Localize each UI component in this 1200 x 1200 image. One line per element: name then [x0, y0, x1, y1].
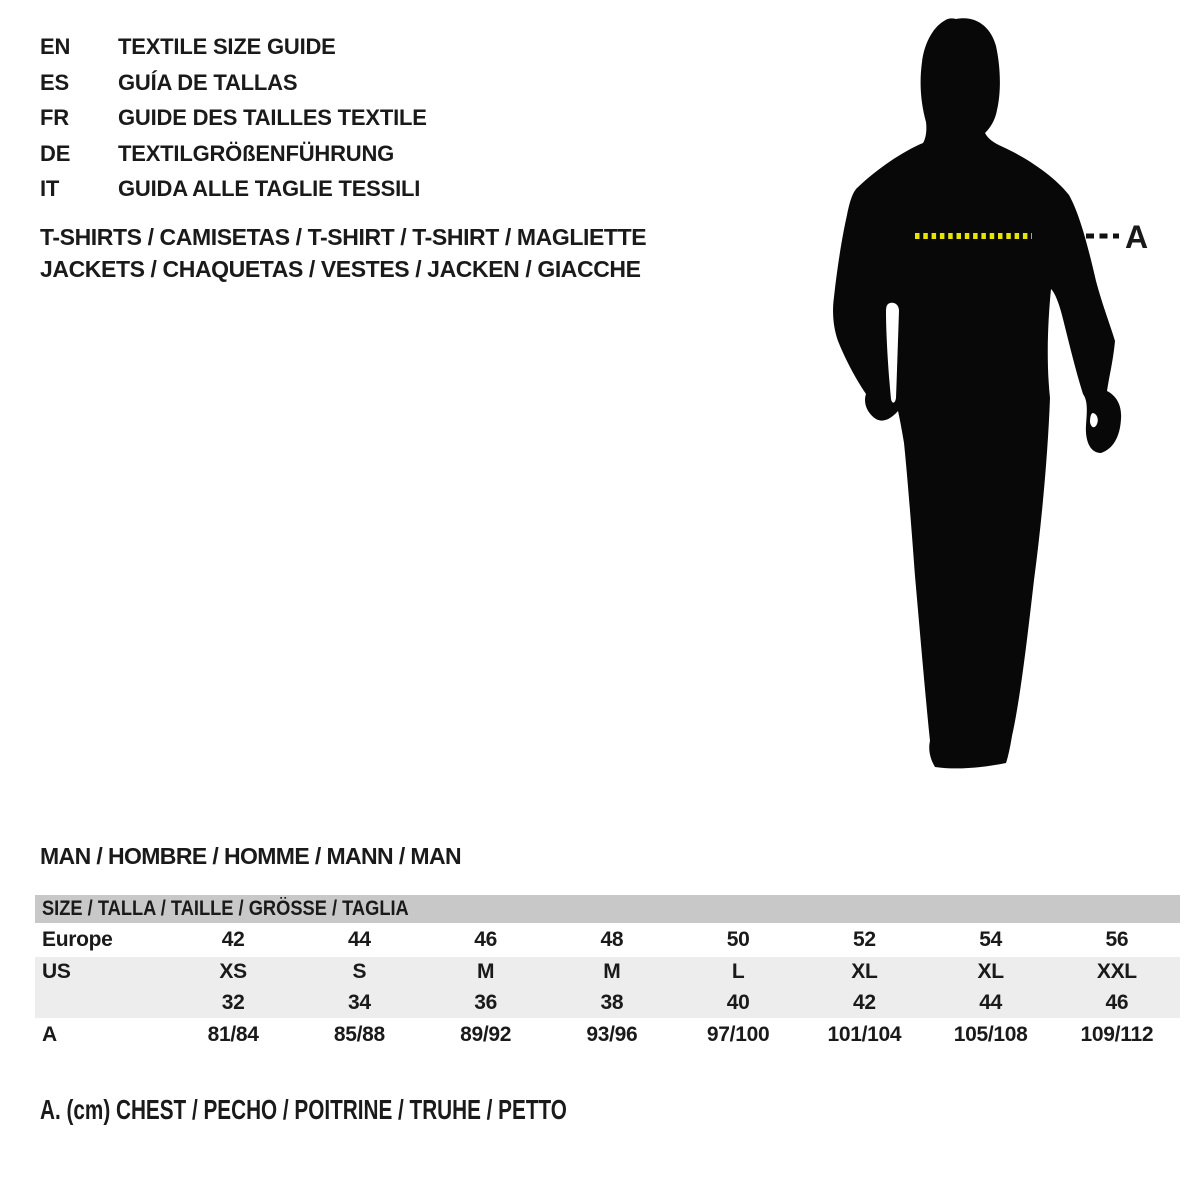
- language-title-list: [40, 29, 427, 207]
- language-code: EN: [40, 34, 71, 59]
- language-code: DE: [40, 140, 71, 166]
- table-row: [35, 923, 1180, 957]
- size-cell: 101/104: [827, 1023, 902, 1046]
- size-cell: S: [352, 960, 367, 983]
- size-cell: 89/92: [460, 1023, 512, 1046]
- size-cell: 52: [852, 928, 876, 951]
- language-code: ES: [40, 69, 69, 95]
- measure-label-a: A: [1125, 219, 1149, 255]
- row-label: A: [42, 1023, 57, 1046]
- size-cell: 32: [221, 990, 245, 1014]
- row-label: US: [42, 960, 71, 983]
- size-cell: 38: [600, 990, 624, 1014]
- language-title: GUÍA DE TALLAS: [118, 69, 298, 95]
- language-row: [40, 29, 427, 65]
- size-cell: 105/108: [953, 1023, 1028, 1046]
- row-label: Europe: [42, 928, 113, 951]
- size-table-body: [35, 923, 1180, 1052]
- size-cell: XL: [851, 960, 878, 983]
- table-row: [35, 1018, 1180, 1052]
- size-cell: M: [477, 960, 495, 983]
- size-table: [35, 895, 1180, 1052]
- size-cell: 46: [1105, 990, 1129, 1014]
- product-category-lines: [40, 221, 646, 285]
- size-cell: 44: [347, 928, 371, 951]
- language-title: TEXTILE SIZE GUIDE: [118, 34, 336, 59]
- size-cell: 81/84: [207, 1023, 259, 1046]
- language-row: [40, 100, 427, 136]
- size-cell: L: [731, 960, 745, 983]
- size-cell: 42: [221, 928, 245, 951]
- language-row: [40, 171, 427, 207]
- language-code: FR: [40, 105, 69, 130]
- size-cell: 85/88: [333, 1023, 385, 1046]
- measurement-footnote: A. (cm) CHEST / PECHO / POITRINE / TRUHE / PETTO: [40, 1094, 567, 1125]
- male-silhouette-figure: [820, 0, 1200, 800]
- size-cell: 40: [726, 990, 750, 1014]
- size-cell: 93/96: [586, 1023, 638, 1046]
- size-table-header-band: [35, 895, 1180, 923]
- size-table-header-label: SIZE / TALLA / TAILLE / GRÖSSE / TAGLIA: [42, 897, 409, 920]
- section-heading-man: MAN / HOMBRE / HOMME / MANN / MAN: [40, 843, 462, 869]
- size-cell: 42: [852, 990, 876, 1014]
- size-cell: 44: [979, 990, 1002, 1014]
- language-title: GUIDA ALLE TAGLIE TESSILI: [118, 176, 421, 201]
- table-row: [35, 987, 1180, 1018]
- language-code: IT: [40, 176, 60, 201]
- size-cell: XXL: [1096, 960, 1137, 983]
- language-title: GUIDE DES TAILLES TEXTILE: [118, 105, 427, 130]
- size-cell: 36: [474, 990, 497, 1014]
- size-cell: 97/100: [706, 1023, 770, 1046]
- male-silhouette: [833, 18, 1121, 768]
- language-title: TEXTILGRÖßENFÜHRUNG: [118, 140, 395, 166]
- size-cell: 56: [1105, 928, 1129, 951]
- size-cell: 54: [979, 928, 1002, 951]
- language-row: [40, 65, 427, 101]
- product-category-line: JACKETS / CHAQUETAS / VESTES / JACKEN / GIACCHE: [40, 256, 641, 282]
- size-cell: XL: [977, 960, 1004, 983]
- language-row: [40, 136, 427, 172]
- table-row: [35, 957, 1180, 987]
- size-cell: 50: [726, 928, 750, 951]
- size-cell: 46: [474, 928, 497, 951]
- product-category-line: T-SHIRTS / CAMISETAS / T-SHIRT / T-SHIRT / MAGLIETTE: [40, 224, 647, 250]
- size-cell: 34: [347, 990, 371, 1014]
- size-cell: M: [603, 960, 621, 983]
- size-cell: 109/112: [1080, 1023, 1154, 1046]
- size-cell: XS: [219, 960, 247, 983]
- size-cell: 48: [600, 928, 624, 951]
